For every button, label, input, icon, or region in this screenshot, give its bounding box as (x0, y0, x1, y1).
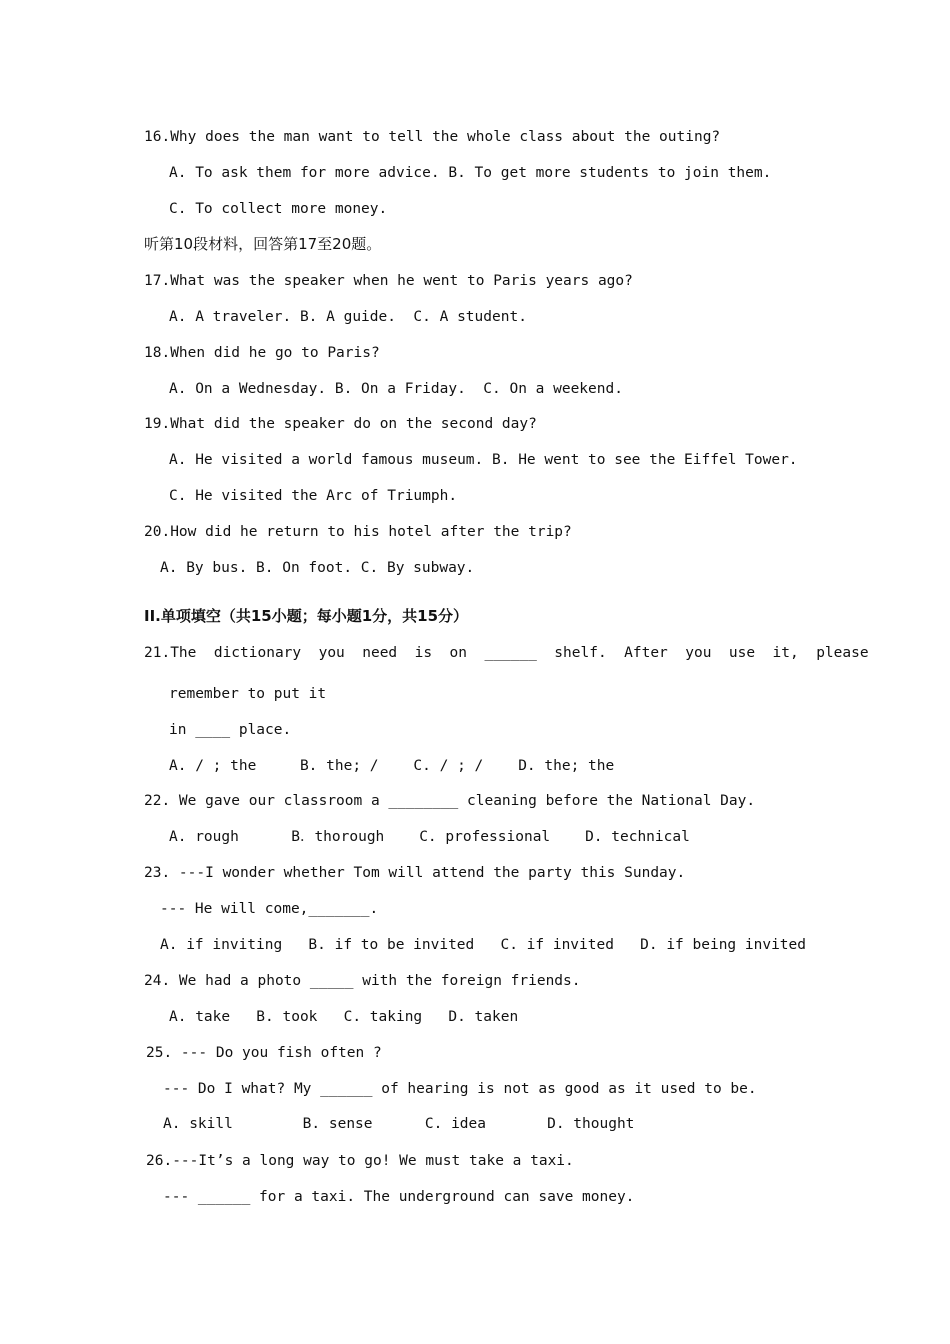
instruction-17-20: 听第10段材料，回答第17至20题。 (144, 235, 382, 253)
question-20-options: A. By bus. B. On foot. C. By subway. (160, 560, 475, 576)
question-21-stem: 21.The dictionary you need is on ______ shelf. After you use it, please (144, 645, 869, 661)
question-25-reply: --- Do I what? My ______ of hearing is not as good as it used to be. (163, 1081, 757, 1097)
question-23-options: A. if inviting B. if to be invited C. if invited D. if being invited (160, 937, 807, 953)
question-19-option-c: C. He visited the Arc of Triumph. (169, 488, 458, 504)
question-24-options: A. take B. took C. taking D. taken (169, 1009, 519, 1025)
question-23-stem: 23. ---I wonder whether Tom will attend the party this Sunday. (144, 865, 686, 881)
question-20-stem: 20.How did he return to his hotel after the trip? (144, 524, 572, 540)
question-22-options: A. rough B．thorough C. professional D. technical (169, 829, 690, 845)
question-18-stem: 18.When did he go to Paris? (144, 345, 380, 361)
question-17-stem: 17.What was the speaker when he went to Paris years ago? (144, 273, 633, 289)
question-19-stem: 19.What did the speaker do on the second day? (144, 416, 537, 432)
section-2-heading: II.单项填空（共15小题；每小题1分，共15分） (144, 607, 469, 625)
question-23-reply: --- He will come,_______. (160, 901, 379, 917)
question-25-stem: 25. --- Do you fish often ? (146, 1045, 382, 1061)
question-24-stem: 24. We had a photo _____ with the foreign friends. (144, 973, 581, 989)
question-16-option-c: C. To collect more money. (169, 201, 388, 217)
question-25-options: A. skill B. sense C. idea D. thought (163, 1116, 635, 1132)
question-21-line-3: in ____ place. (169, 722, 292, 738)
question-16-stem: 16.Why does the man want to tell the whole class about the outing? (144, 129, 721, 145)
question-26-reply: --- ______ for a taxi. The underground can save money. (163, 1189, 635, 1205)
question-18-options: A. On a Wednesday. B. On a Friday. C. On a weekend. (169, 381, 623, 397)
question-22-stem: 22. We gave our classroom a ________ cleaning before the National Day. (144, 793, 756, 809)
question-16-options-ab: A. To ask them for more advice. B. To get more students to join them. (169, 165, 772, 181)
question-26-stem: 26.---It’s a long way to go! We must take a taxi. (146, 1153, 574, 1169)
question-21-line-2: remember to put it (169, 686, 327, 702)
question-19-options-ab: A. He visited a world famous museum. B. He went to see the Eiffel Tower. (169, 452, 798, 468)
question-17-options: A. A traveler. B. A guide. C. A student. (169, 309, 527, 325)
question-21-options: A. / ; the B. the; / C. / ; / D. the; the (169, 758, 615, 774)
